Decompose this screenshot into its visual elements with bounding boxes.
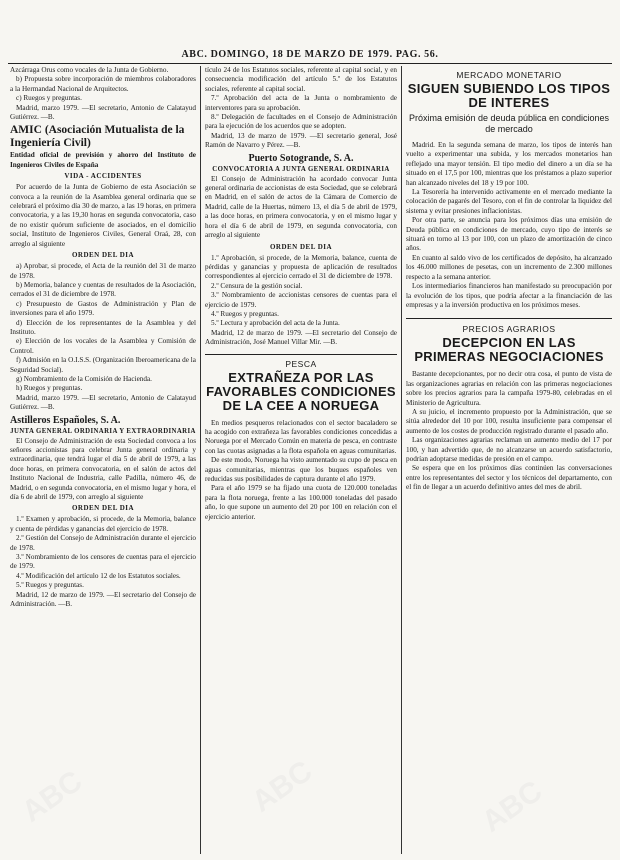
sotogrande-item: 5.º Lectura y aprobación del acta de la Junta.: [211, 319, 340, 328]
agrarios-headline: DECEPCION EN LAS PRIMERAS NEGOCIACIONES: [414, 335, 604, 365]
col2-intro-p4: Madrid, 13 de marzo de 1979. —El secretario general, José Ramón de Navarro y Pérez. —B.: [205, 131, 397, 150]
amic-item: e) Elección de los vocales de la Asamblea y Comisión de Control.: [10, 337, 196, 355]
sotogrande-subtitle: CONVOCATORIA A JUNTA GENERAL ORDINARIA: [212, 165, 390, 173]
astilleros-subtitle: JUNTA GENERAL ORDINARIA Y EXTRAORDINARIA: [10, 427, 196, 435]
pesca-paragraph: En medios pesqueros relacionados con el sector bacaladero se ha acogido con extrañeza las favorables condiciones concedidas a Noruega por el Mercado Común en materia de pesca, en contraste con las cuotas asignadas a la flota española en aguas comunitarias.: [205, 418, 397, 455]
mercado-headline: SIGUEN SUBIENDO LOS TIPOS DE INTERES: [407, 81, 611, 110]
astilleros-item: 3.º Nombramiento de los censores de cuentas para el ejercicio de 1979.: [10, 553, 196, 571]
amic-item: b) Memoria, balance y cuentas de resultados de la Asociación, cerrados el 31 de diciembre de 1978.: [10, 280, 196, 299]
agrarios-kicker: PRECIOS AGRARIOS: [462, 324, 556, 335]
mercado-paragraph: Por otra parte, se anuncia para los próximos días una emisión de Deuda pública en condiciones de mercado, cuyo tipo de interés se situará en torno al 13 por 100, con un plazo de amortización de cinco años.: [406, 216, 612, 253]
column-divider-2: [401, 66, 402, 854]
watermark-mark: ABC: [476, 774, 549, 839]
col1-intro-p3: c) Ruegos y preguntas.: [16, 94, 82, 103]
amic-item: a) Aprobar, si procede, el Acta de la reunión del 31 de marzo de 1978.: [10, 262, 196, 280]
watermark-mark: ABC: [16, 764, 89, 829]
mercado-kicker: MERCADO MONETARIO: [456, 70, 562, 80]
pesca-kicker: PESCA: [285, 358, 317, 369]
sotogrande-item: 2.º Censura de la gestión social.: [211, 281, 303, 290]
astilleros-item: 4.º Modificación del artículo 12 de los Estatutos sociales.: [16, 571, 181, 580]
sotogrande-order-title: ORDEN DEL DIA: [269, 242, 333, 251]
pesca-article: [205, 359, 397, 522]
sotogrande-item: 3.º Nombramiento de accionistas censores de cuentas para el ejercicio de 1979.: [205, 291, 397, 309]
agrarios-paragraph: A su juicio, el incremento propuesto por la Administración, que se sitúa alrededor del 10 por 100, resulta insuficiente para compensar el aumento de los costes de producción registrado durante el pasado año.: [406, 407, 612, 435]
astilleros-item: 5.º Ruegos y preguntas.: [16, 581, 84, 590]
header-text: ABC. DOMINGO, 18 DE MARZO DE 1979. PAG. 56.: [181, 48, 439, 60]
col1-intro-p1: Azcárraga Orus como vocales de la Junta de Gobierno.: [10, 66, 169, 74]
amic-subtitle: Entidad oficial de previsión y ahorro del Instituto de Ingenieros Civiles de España: [10, 151, 196, 169]
pesca-paragraph: De este modo, Noruega ha visto aumentado su cupo de pesca en aguas comunitarias, mientras que los buques españoles ven reducidas sus posibilidades de captura durante el año 1979.: [205, 456, 397, 483]
sotogrande-paragraph: El Consejo de Administración ha acordado convocar Junta general ordinaria de accionistas de esta Sociedad, que se celebrará en Madrid, en el salón de actos de la Cámara de Comercio de Madrid, calle de la Huertas, número 13, el día 5 de abril de 1979, a las doce horas, en primera convocatoria, y en el mismo lugar y hora el día 6 de abril de 1979, en segunda convocatoria, con arreglo al siguiente: [205, 174, 397, 240]
amic-order-title: ORDEN DEL DIA: [71, 251, 135, 260]
agrarios-rule: [406, 318, 612, 319]
astilleros-item: 1.º Examen y aprobación, si procede, de la Memoria, balance y cuenta de pérdidas y ganancias del ejercicio de 1978.: [10, 515, 196, 533]
amic-item: d) Elección de los representantes de la Asamblea y del Instituto.: [10, 318, 196, 336]
col1-intro-p4: Madrid, marzo 1979. —El secretario, Antonio de Calatayud Gutiérrez. —B.: [10, 103, 196, 122]
pesca-rule: [205, 354, 397, 355]
mercado-paragraph: En cuanto al saldo vivo de los certificados de depósito, ha alcanzado los 46.000 millones de pesetas, con un incremento de 2.300 millones respecto a la semana anterior.: [406, 253, 612, 281]
column-divider-1: [200, 66, 201, 854]
amic-section: VIDA - ACCIDENTES: [64, 172, 142, 181]
amic-item: c) Presupuesto de Gastos de Administración y Plan de inversiones para el año 1979.: [10, 299, 196, 318]
amic-signature: Madrid, marzo 1979. —El secretario, Antonio de Calatayud Gutiérrez. —B.: [10, 393, 196, 412]
column-2: [205, 66, 397, 854]
amic-title: AMIC (Asociación Mutualista de la Ingeniería Civil): [10, 124, 185, 150]
mercado-paragraph: Madrid. En la segunda semana de marzo, los tipos de interés han vuelto a experimentar una subida, y los mercados monetarios han reflejado una mayor tensión. El tipo medio del dinero a un día se ha situado en el 17,5 por 100, mientras que los préstamos a plazo superior han alcanzado niveles del 18 y 19 por 100.: [406, 141, 612, 187]
amic-item: f) Admisión en la O.I.S.S. (Organización Iberoamericana de la Seguridad Social).: [10, 356, 196, 374]
pesca-headline: EXTRAÑEZA POR LAS FAVORABLES CONDICIONES DE LA CEE A NORUEGA: [206, 369, 396, 413]
pesca-paragraph: Para el año 1979 se ha fijado una cuota de 120.000 toneladas para la flota noruega, frente a las 100.000 toneladas del pasado año, lo que supone un aumento del 20 por 100 en relación con el ejercicio anterior.: [205, 484, 397, 521]
column-1: [10, 66, 196, 854]
astilleros-notice: [10, 415, 196, 610]
sotogrande-item: 1.º Aprobación, si procede, de la Memoria, balance, cuenta de pérdidas y ganancias y propuesta de aplicación de resultados correspondientes al ejercicio cerrado el 31 de diciembre de 1978.: [205, 253, 397, 281]
col1-intro: [10, 66, 196, 122]
amic-item: h) Ruegos y preguntas.: [16, 384, 83, 393]
mercado-article: [406, 70, 612, 310]
astilleros-order-title: ORDEN DEL DIA: [71, 504, 135, 513]
sotogrande-signature: Madrid, 12 de marzo de 1979. —El secretario del Consejo de Administración, José Manuel Villar Mir. —B.: [205, 328, 397, 347]
astilleros-item: 2.º Gestión del Consejo de Administración durante el ejercicio de 1978.: [10, 534, 196, 552]
page-header: [0, 47, 620, 61]
agrarios-paragraph: Se espera que en los próximos días continúen las conversaciones entre los representantes del sector y los técnicos del departamento, con el fin de llegar a un acuerdo definitivo antes del mes de abril.: [406, 464, 612, 492]
sotogrande-notice: [205, 153, 397, 348]
mercado-deck: Próxima emisión de deuda pública en condiciones de mercado: [408, 113, 610, 134]
agrarios-paragraph: Bastante decepcionantes, por no decir otra cosa, el punto de vista de las organizaciones agrarias en relación con las primeras negociaciones sobre los precios agrarios para la campaña 1979-80, celebradas en el Ministerio de Agricultura.: [406, 370, 612, 407]
astilleros-title: Astilleros Españoles, S. A.: [10, 414, 121, 426]
astilleros-signature: Madrid, 12 de marzo de 1979. —El secretario del Consejo de Administración. —B.: [10, 590, 196, 609]
sotogrande-title: Puerto Sotogrande, S. A.: [248, 152, 354, 164]
column-3: [406, 70, 612, 854]
amic-paragraph: Por acuerdo de la Junta de Gobierno de esta Asociación se convoca a la reunión de la Asamblea general ordinaria que se celebrará el próximo día 30 de marzo, a las 19 horas, en primera convocatoria, y a las 19,30 horas en segunda convocatoria, caso de no existir quórum suficiente de asociados, en el domicilio social, Instituto de Ingenieros Civiles, General Oraá, 28, con arreglo al siguiente: [10, 183, 196, 248]
col2-intro-p2: 7.º Aprobación del acta de la Junta o nombramiento de interventores para su aprobación.: [205, 94, 397, 112]
agrarios-article: [406, 324, 612, 492]
mercado-paragraph: La Tesorería ha intervenido activamente en el mercado mediante la colocación de pagarés del Tesoro, con el fin de controlar la liquidez del sistema y evitar presiones inflacionistas.: [406, 188, 612, 215]
amic-item: g) Nombramiento de la Comisión de Hacienda.: [16, 374, 152, 383]
agrarios-paragraph: Las organizaciones agrarias reclaman un aumento medio del 17 por 100, y han advertido que, de no alcanzarse un acuerdo satisfactorio, podrían adoptarse medidas de presión en el campo.: [406, 436, 612, 463]
col1-intro-p2: b) Propuesta sobre incorporación de miembros colaboradores a la Hermandad Nacional de Arquitectos.: [10, 75, 196, 93]
astilleros-paragraph: El Consejo de Administración de esta Sociedad convoca a los señores accionistas para celebrar Junta general ordinaria y extraordinaria, que tendrá lugar el día 5 de abril de 1979, a las doce horas, en primera convocatoria, en el salón de actos del Instituto Nacional de Industria, calle Padilla, número 46, de Madrid, o en segunda convocatoria, en el mismo lugar y hora, el día 6 de abril de 1979, con arreglo al siguiente: [10, 436, 196, 502]
amic-notice: [10, 124, 196, 412]
watermark-mark: ABC: [246, 754, 319, 819]
sotogrande-item: 4.º Ruegos y preguntas.: [211, 309, 279, 318]
col2-intro-p1: tículo 24 de los Estatutos sociales, referente al capital social, y en consecuencia modificación del artículo 5.º de los Estatutos sociales, referente al capital social.: [205, 66, 397, 93]
col2-intro: [205, 66, 397, 151]
col2-intro-p3: 8.º Delegación de facultades en el Consejo de Administración para la ejecución de los acuerdos que se adopten.: [205, 113, 397, 131]
header-rule: [8, 63, 612, 64]
mercado-paragraph: Los intermediarios financieros han manifestado su preocupación por la evolución de los tipos, que podría afectar a la financiación de las empresas y a la inversión productiva en los próximos meses.: [406, 282, 612, 309]
